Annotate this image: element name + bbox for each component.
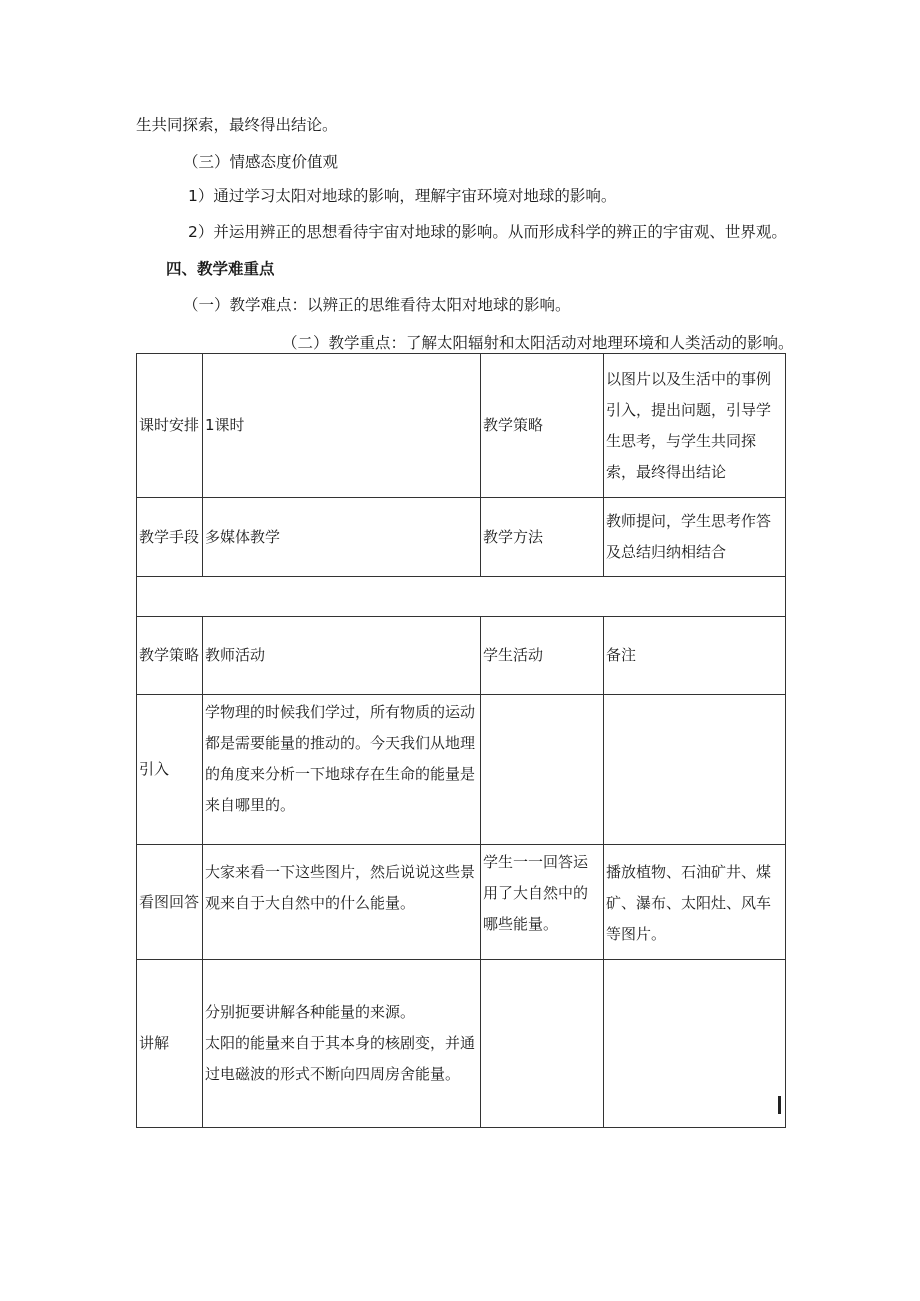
- table-row: [137, 695, 786, 845]
- explain-line-1: 分别扼要讲解各种能量的来源。: [205, 1003, 416, 1021]
- table-row-empty: [137, 577, 786, 617]
- cell-means-label: 教学手段: [137, 498, 203, 577]
- heading-key-points: 四、教学难重点: [166, 260, 275, 278]
- goal-item-2: 2）并运用辨正的思想看待宇宙对地球的影响。从而形成科学的辨正的宇宙观、世界观。: [188, 223, 787, 241]
- table-row: [137, 617, 786, 695]
- table-row: [137, 354, 786, 498]
- lesson-plan-table: [136, 353, 786, 1128]
- table-row: [137, 845, 786, 960]
- cell-header-teacher: 教师活动: [203, 617, 481, 695]
- cell-look-notes: 播放植物、石油矿井、煤矿、瀑布、太阳灶、风车等图片。: [604, 845, 786, 960]
- table-row: [137, 498, 786, 577]
- table-row: [137, 960, 786, 1128]
- cell-explain-notes: [604, 960, 786, 1128]
- cell-strategy-value: 以图片以及生活中的事例引入，提出问题，引导学生思考，与学生共同探索，最终得出结论: [604, 354, 786, 498]
- cell-header-strategy: 教学策略: [137, 617, 203, 695]
- cell-intro-teacher: 学物理的时候我们学过，所有物质的运动都是需要能量的推动的。今天我们从地理的角度来分析一下地球存在生命的能量是来自哪里的。: [203, 695, 481, 845]
- cell-explain-student: [481, 960, 604, 1128]
- cell-header-student: 学生活动: [481, 617, 604, 695]
- goal-item-1: 1）通过学习太阳对地球的影响，理解宇宙环境对地球的影响。: [188, 187, 617, 205]
- cell-empty: [137, 577, 786, 617]
- cell-strategy-label: 教学策略: [481, 354, 604, 498]
- margin-mark: [778, 1096, 781, 1114]
- explain-line-2: 太阳的能量来自于其本身的核剧变，并通过电磁波的形式不断向四周房舍能量。: [205, 1034, 476, 1083]
- cell-method-label: 教学方法: [481, 498, 604, 577]
- cell-period-value: 1课时: [203, 354, 481, 498]
- cell-header-notes: 备注: [604, 617, 786, 695]
- cell-look-teacher: 大家来看一下这些图片，然后说说这些景观来自于大自然中的什么能量。: [203, 845, 481, 960]
- teaching-focus: （二）教学重点：了解太阳辐射和太阳活动对地理环境和人类活动的影响。: [282, 334, 794, 352]
- cell-intro-student: [481, 695, 604, 845]
- cell-method-value: 教师提问，学生思考作答及总结归纳相结合: [604, 498, 786, 577]
- cell-intro-label: 引入: [137, 695, 203, 845]
- cell-look-label: 看图回答: [137, 845, 203, 960]
- cell-period-label: 课时安排: [137, 354, 203, 498]
- paragraph-continuation: 生共同探索，最终得出结论。: [136, 116, 338, 134]
- cell-intro-notes: [604, 695, 786, 845]
- cell-means-value: 多媒体教学: [203, 498, 481, 577]
- cell-look-student: 学生一一回答运用了大自然中的哪些能量。: [481, 845, 604, 960]
- cell-explain-label: 讲解: [137, 960, 203, 1128]
- cell-explain-teacher: [203, 960, 481, 1128]
- section-affective-goals: （三）情感态度价值观: [183, 153, 339, 171]
- teaching-difficulty: （一）教学难点：以辨正的思维看待太阳对地球的影响。: [183, 296, 571, 314]
